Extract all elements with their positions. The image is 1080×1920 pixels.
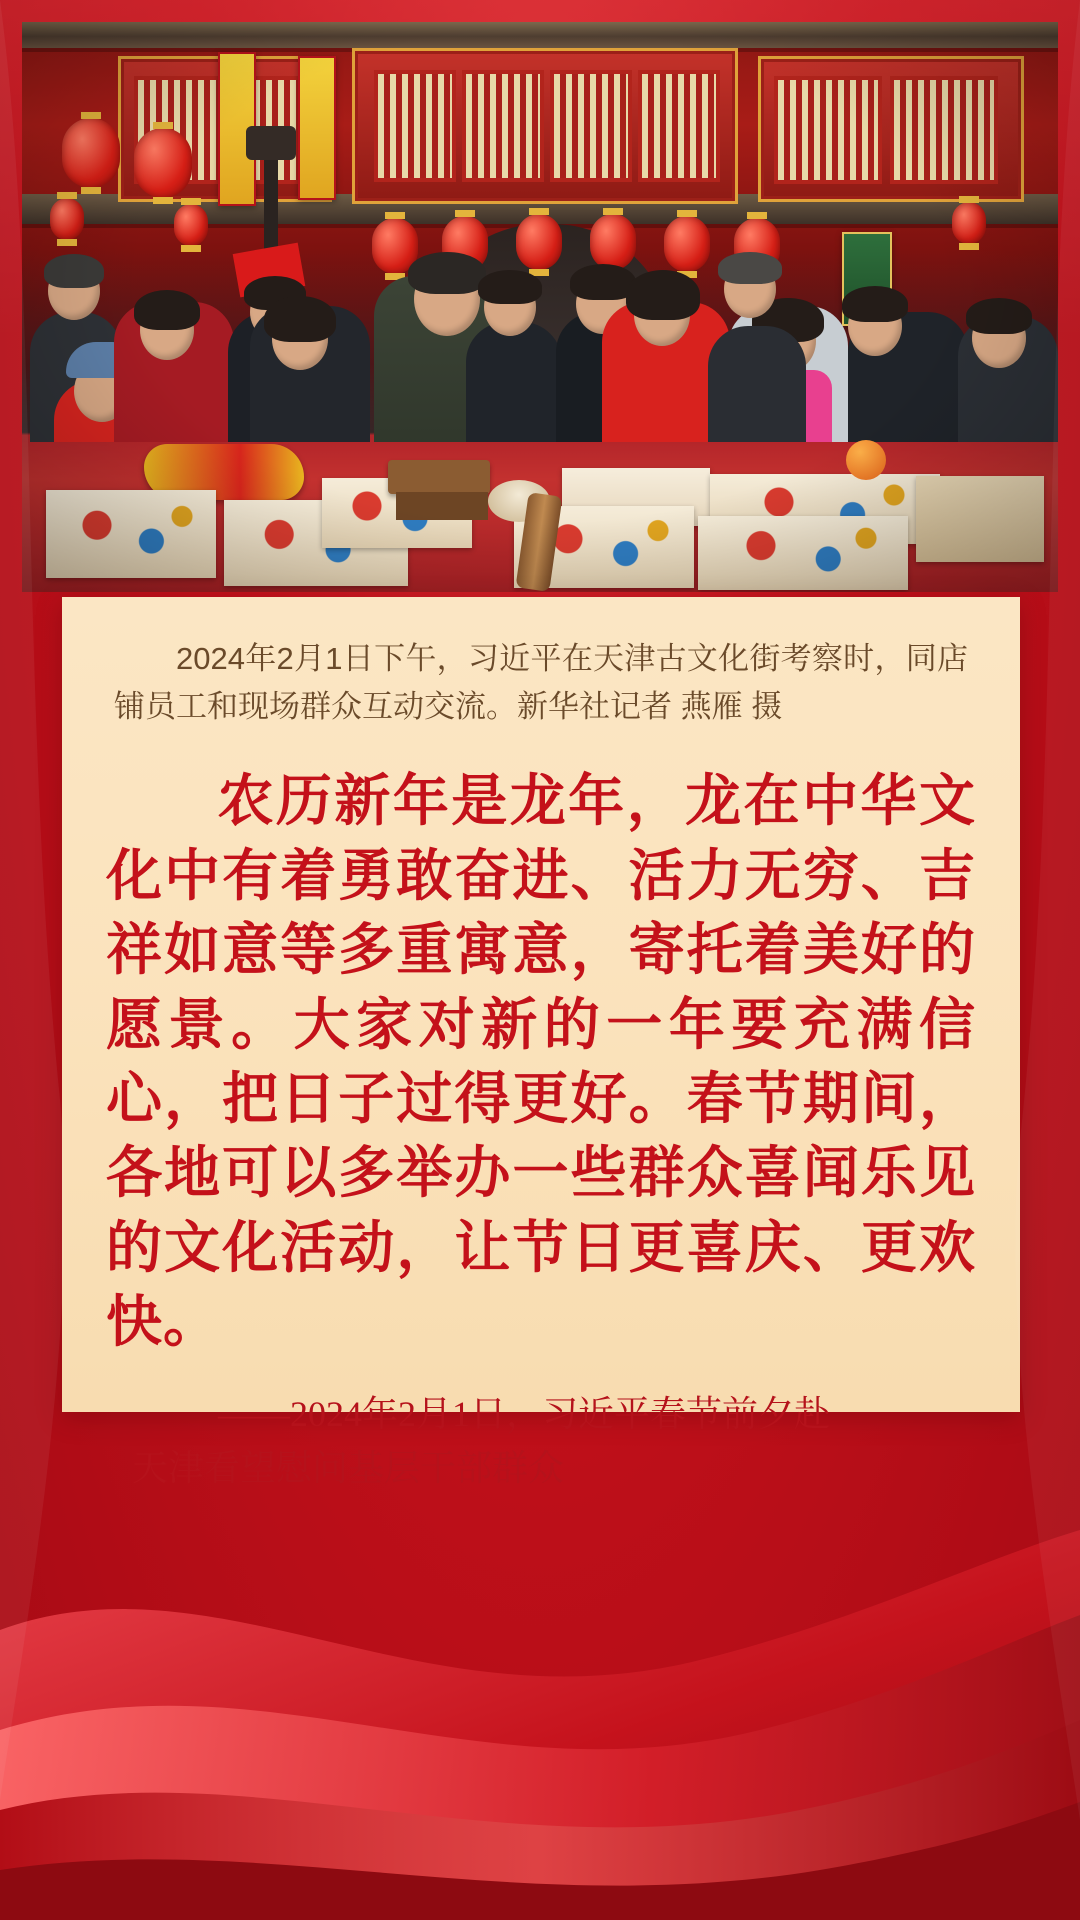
caption-text: 2024年2月1日下午，习近平在天津古文化街考察时，同店铺员工和现场群众互动交流。新华社记者 燕雁 摄 bbox=[114, 641, 968, 725]
attribution-line-1: ——2024年2月1日，习近平春节前夕赴 bbox=[218, 1393, 831, 1434]
news-photo bbox=[22, 22, 1058, 592]
quote-attribution bbox=[62, 1361, 1020, 1495]
photo-scene bbox=[22, 22, 1058, 592]
quote-body bbox=[62, 731, 1020, 1361]
quote-card bbox=[62, 597, 1020, 1488]
photo-vignette bbox=[22, 22, 1058, 592]
photo-caption bbox=[62, 597, 1020, 731]
attribution-line-2: 天津看望慰问基层干部群众 bbox=[132, 1447, 565, 1488]
quote-text: 农历新年是龙年，龙在中华文化中有着勇敢奋进、活力无穷、吉祥如意等多重寓意，寄托着美好的愿景。大家对新的一年要充满信心，把日子过得更好。春节期间，各地可以多举办一些群众喜闻乐见的文化活动，让节日更喜庆、更欢快。 bbox=[106, 771, 976, 1355]
